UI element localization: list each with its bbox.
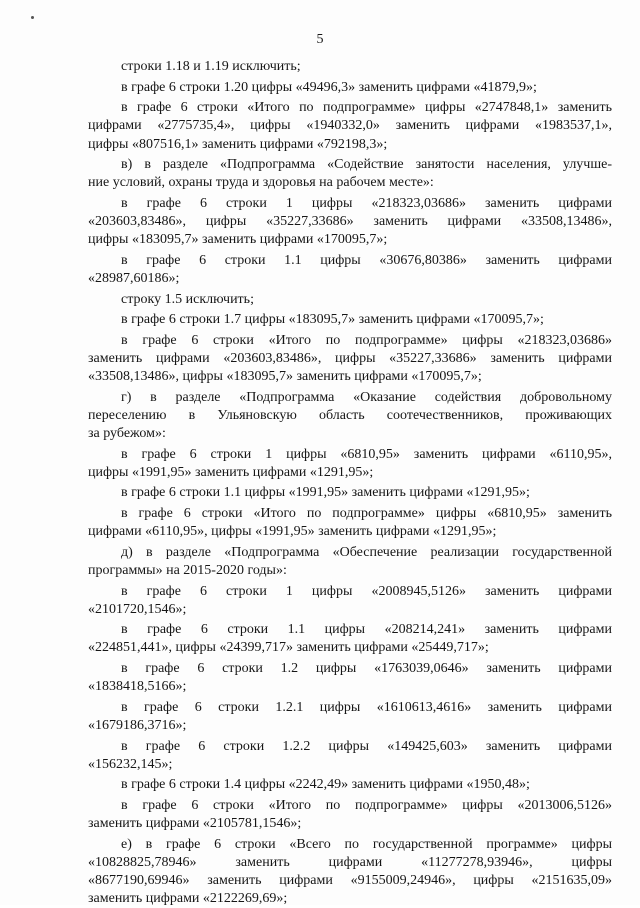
text-line: в графе 6 строки 1 цифры «218323,03686» заменить цифрами [121,195,612,211]
text-line: «10828825,78946» заменить цифрами «11277278,93946», цифры [88,854,612,870]
text-line: в графе 6 строки 1.2.1 цифры «1610613,4616» заменить цифрами [121,699,612,715]
text-line: в графе 6 строки «Итого по подпрограмме» цифры «2747848,1» заменить [121,100,612,116]
page-number: 5 [316,32,324,47]
text-line: ние условий, охраны труда и здоровья на рабочем месте»: [88,175,434,191]
text-line: «1679186,3716»; [88,718,187,734]
text-line: в графе 6 строки «Итого по подпрограмме» цифры «6810,95» заменить [121,506,612,521]
text-line: заменить цифрами «2105781,1546»; [88,816,302,832]
text-line: в графе 6 строки 1.1 цифры «208214,241» заменить цифрами [121,622,612,638]
text-line: в графе 6 строки «Итого по подпрограмме» цифры «2013006,5126» [121,797,612,813]
text-line: «28987,60186»; [88,271,180,287]
text-line: заменить цифрами «2122269,69»; [88,891,288,907]
text-line: в) в разделе «Подпрограмма «Содействие занятости населения, улучше- [121,157,612,173]
text-line: «2101720,1546»; [88,601,187,617]
text-line: д) в разделе «Подпрограмма «Обеспечение реализации государственной [121,544,612,560]
text-line: «224851,441», цифры «24399,717» заменить цифрами «25449,717»; [88,640,489,656]
text-line: в графе 6 строки 1.4 цифры «2242,49» заменить цифрами «1950,48»; [121,777,530,793]
text-line: программы» на 2015-2020 годы»: [88,562,287,578]
text-line: в графе 6 строки 1.7 цифры «183095,7» заменить цифрами «170095,7»; [121,312,544,328]
text-line: в графе 6 строки 1.2.2 цифры «149425,603» заменить цифрами [121,738,612,754]
document-body [88,58,612,908]
text-line: в графе 6 строки «Итого по подпрограмме» цифры «218323,03686» [121,332,612,348]
text-line: в графе 6 строки 1.1 цифры «1991,95» заменить цифрами «1291,95»; [121,485,530,501]
text-line: за рубежом»: [88,426,166,442]
text-line: заменить цифрами «203603,83486», цифры «35227,33686» заменить цифрами [88,350,612,366]
text-line: в графе 6 строки 1.20 цифры «49496,3» заменить цифрами «41879,9»; [121,79,537,95]
text-line: цифрами «2775735,4», цифры «1940332,0» заменить цифрами «1983537,1», [88,118,612,134]
text-line: «156232,145»; [88,756,173,772]
text-line: в графе 6 строки 1.1 цифры «30676,80386» заменить цифрами [121,252,612,268]
text-line: в графе 6 строки 1 цифры «6810,95» заменить цифрами «6110,95», [121,446,612,462]
text-line: цифры «1991,95» заменить цифрами «1291,95»; [88,464,374,480]
text-line: цифрами «6110,95», цифры «1991,95» заменить цифрами «1291,95»; [88,524,497,540]
text-line: г) в разделе «Подпрограмма «Оказание содействия добровольному [121,389,612,405]
text-line: строки 1.18 и 1.19 исключить; [121,59,301,74]
text-line: строку 1.5 исключить; [121,291,254,307]
text-line: в графе 6 строки 1.2 цифры «1763039,0646» заменить цифрами [121,661,612,677]
text-line: «203603,83486», цифры «35227,33686» заменить цифрами «33508,13486», [88,214,612,230]
text-line: «1838418,5166»; [88,679,187,695]
text-line: цифры «183095,7» заменить цифрами «170095,7»; [88,232,388,248]
text-line: е) в графе 6 строки «Всего по государственной программе» цифры [121,836,612,852]
text-line: в графе 6 строки 1 цифры «2008945,5126» заменить цифрами [121,583,612,599]
text-line: переселению в Ульяновскую область соотечественников, проживающих [88,407,612,423]
text-line: «8677190,69946» заменить цифрами «9155009,24946», цифры «2151635,09» [88,873,612,889]
text-line: «33508,13486», цифры «183095,7» заменить цифрами «170095,7»; [88,369,482,385]
scan-mark [31,16,34,19]
text-line: цифры «807516,1» заменить цифрами «792198,3»; [88,136,388,152]
